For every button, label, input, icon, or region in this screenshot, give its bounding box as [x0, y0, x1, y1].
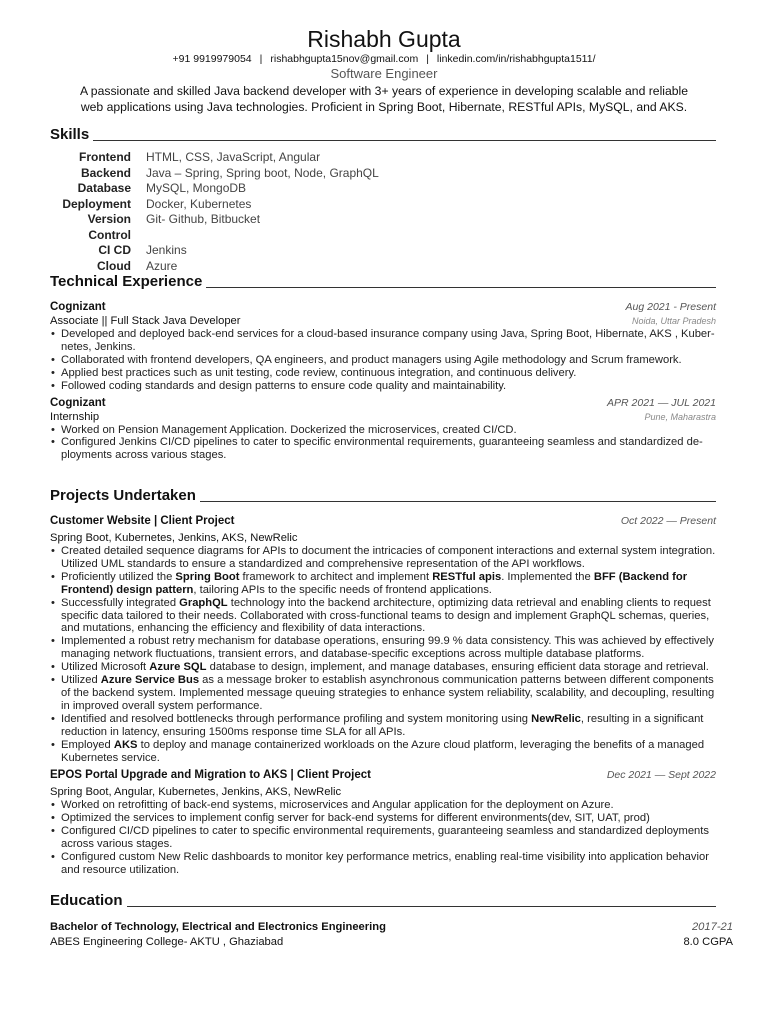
list-item: • Configured custom New Relic dashboards to monitor key performance metrics, enabling real-time visibility into application behavior and resource utilization. [50, 851, 716, 877]
list-item: • Followed coding standards and design patterns to ensure code quality and maintainability. [50, 380, 716, 393]
skill-row: Version Control Git- Github, Bitbucket [87, 212, 261, 242]
college: ABES Engineering College- AKTU , Ghaziabad [50, 936, 284, 948]
phone-number: +91 9919979054 [172, 53, 252, 65]
section-title: Projects Undertaken [50, 487, 716, 505]
skill-row: Deployment Docker, Kubernetes [62, 196, 252, 211]
list-item: • Proficiently utilized the Spring Boot framework to architect and implement RESTful apis. Implemented the BFF (Backend for Frontend) design pattern, tailoring APIs to the specific needs of frontend applications. [50, 571, 716, 597]
job-title: Software Engineer [330, 66, 438, 81]
list-item: • Worked on Pension Management Application. Dockerized the microservices, created CI/CD. [50, 424, 716, 437]
section-title: Education [50, 892, 716, 910]
linkedin-link[interactable]: linkedin.com/in/rishabhgupta1511/ [436, 53, 596, 65]
skills-table [50, 150, 716, 274]
resume-header [0, 0, 768, 115]
section-title: Technical Experience [50, 273, 716, 291]
list-item: • Optimized the services to implement config server for back-end systems for different environments(dev, SIT, UAT, prod) [50, 812, 716, 825]
project-entry [50, 768, 716, 876]
company-name: Cognizant [50, 301, 106, 313]
list-item: • Configured CI/CD pipelines to cater to specific environmental requirements, guaranteeing seamless and standardized deployments across various stages. [50, 825, 716, 851]
grade: 8.0 CGPA [683, 936, 733, 948]
section-title: Skills [50, 126, 716, 144]
project-tech: Spring Boot, Angular, Kubernetes, Jenkins, AKS, NewRelic [50, 786, 342, 799]
experience-section [50, 273, 716, 462]
job-entry [50, 300, 716, 393]
job-location: Noida, Uttar Pradesh [631, 316, 716, 326]
list-item: • Configured Jenkins CI/CD pipelines to cater to specific environmental requirements, guaranteeing seamless and standardized de- ployments across various stages. [50, 436, 716, 462]
list-item: • Collaborated with frontend developers, QA engineers, and product managers using Agile methodology and Scrum framework. [50, 354, 716, 367]
list-item: • Developed and deployed back-end services for a cloud-based insurance company using Java, Spring Boot, Hibernate, AKS , Kuber- netes, Jenkins. [50, 328, 716, 354]
list-item: • Employed AKS to deploy and manage containerized workloads on the Azure cloud platform, leveraging the benefits of a managed Kubernetes service. [50, 739, 716, 765]
skill-row: Backend Java – Spring, Spring boot, Node, GraphQL [80, 165, 379, 180]
section-divider [127, 906, 716, 907]
section-divider [206, 287, 716, 288]
job-bullets [50, 328, 716, 393]
candidate-name: Rishabh Gupta [307, 26, 461, 52]
project-name: Customer Website | Client Project [50, 515, 235, 527]
profile-summary: A passionate and skilled Java backend developer with 3+ years of experience in developing scalable and reliable web applications using Java technologies. Proficient in Spring Boot, Hibernate, RESTful APIs, MySQL, and AKS. [79, 84, 689, 114]
list-item: • Applied best practices such as unit testing, code review, continuous integration, and continuous delivery. [50, 367, 716, 380]
project-date: Dec 2021 — Sept 2022 [606, 769, 716, 782]
skill-row: Database MySQL, MongoDB [77, 181, 247, 195]
projects-section [50, 487, 716, 877]
job-role: Associate || Full Stack Java Developer [50, 315, 241, 327]
job-location: Pune, Maharastra [644, 411, 716, 422]
list-item: • Utilized Microsoft Azure SQL database to design, implement, and manage databases, ensuring efficient data storage and retrieval. [50, 661, 716, 674]
list-item: • Implemented a robust retry mechanism for database operations, ensuring 99.9 % data consistency. This was achieved by effectively managing network fluctuations, transient errors, and database-specific exceptions across multiple database platforms. [50, 635, 716, 661]
skill-row: Frontend HTML, CSS, JavaScript, Angular [79, 150, 321, 164]
list-item: • Utilized Azure Service Bus as a message broker to establish asynchronous communication patterns between different components of the backend system. Implemented message queuing strategies to enhance system reliability, scalability, and decoupling, resulting in improved overall system performance. [50, 674, 716, 713]
project-bullets [50, 799, 716, 876]
job-date: APR 2021 — JUL 2021 [607, 396, 716, 409]
email-link[interactable]: rishabhgupta15nov@gmail.com [270, 53, 419, 65]
company-name: Cognizant [50, 396, 106, 409]
job-bullets [50, 424, 716, 463]
section-divider [93, 140, 716, 141]
contact-line: +91 9919979054 | rishabhgupta15nov@gmail.com | linkedin.com/in/rishabhgupta1511/ [172, 53, 596, 65]
project-bullets [50, 545, 716, 764]
project-entry [50, 514, 716, 764]
degree: Bachelor of Technology, Electrical and Electronics Engineering [50, 921, 386, 933]
list-item: • Identified and resolved bottlenecks through performance profiling and system monitoring using NewRelic, resulting in a significant reduction in latency, ensuring 1500ms response time SLA for all APIs. [50, 713, 716, 739]
list-item: • Created detailed sequence diagrams for APIs to document the intricacies of component interactions and external system integration. Utilized UML standards to ensure a standardized and comprehensive representation of the API workflows. [50, 545, 716, 571]
education-section [50, 892, 733, 950]
project-tech: Spring Boot, Kubernetes, Jenkins, AKS, NewRelic [50, 532, 298, 544]
skills-section [50, 126, 716, 274]
project-name: EPOS Portal Upgrade and Migration to AKS | Client Project [50, 769, 371, 782]
job-date: Aug 2021 - Present [625, 301, 716, 313]
list-item: • Worked on retrofitting of back-end systems, microservices and Angular application for the deployment on Azure. [50, 799, 716, 812]
job-entry [50, 396, 716, 463]
job-role: Internship [50, 410, 100, 423]
skill-row: CI CD Jenkins [98, 243, 187, 257]
skill-row: Cloud Azure [97, 258, 178, 273]
education-years: 2017-21 [691, 921, 733, 933]
section-divider [200, 501, 716, 502]
list-item: • Successfully integrated GraphQL technology into the backend architecture, optimizing data retrieval and enabling clients to request specific data tailored to their needs. Collaborated with cross-functional teams to design and implement GraphQL schemas, queries, and mutations, enhancing the efficiency and flexibility of data interactions. [50, 597, 716, 636]
project-date: Oct 2022 — Present [620, 515, 716, 527]
